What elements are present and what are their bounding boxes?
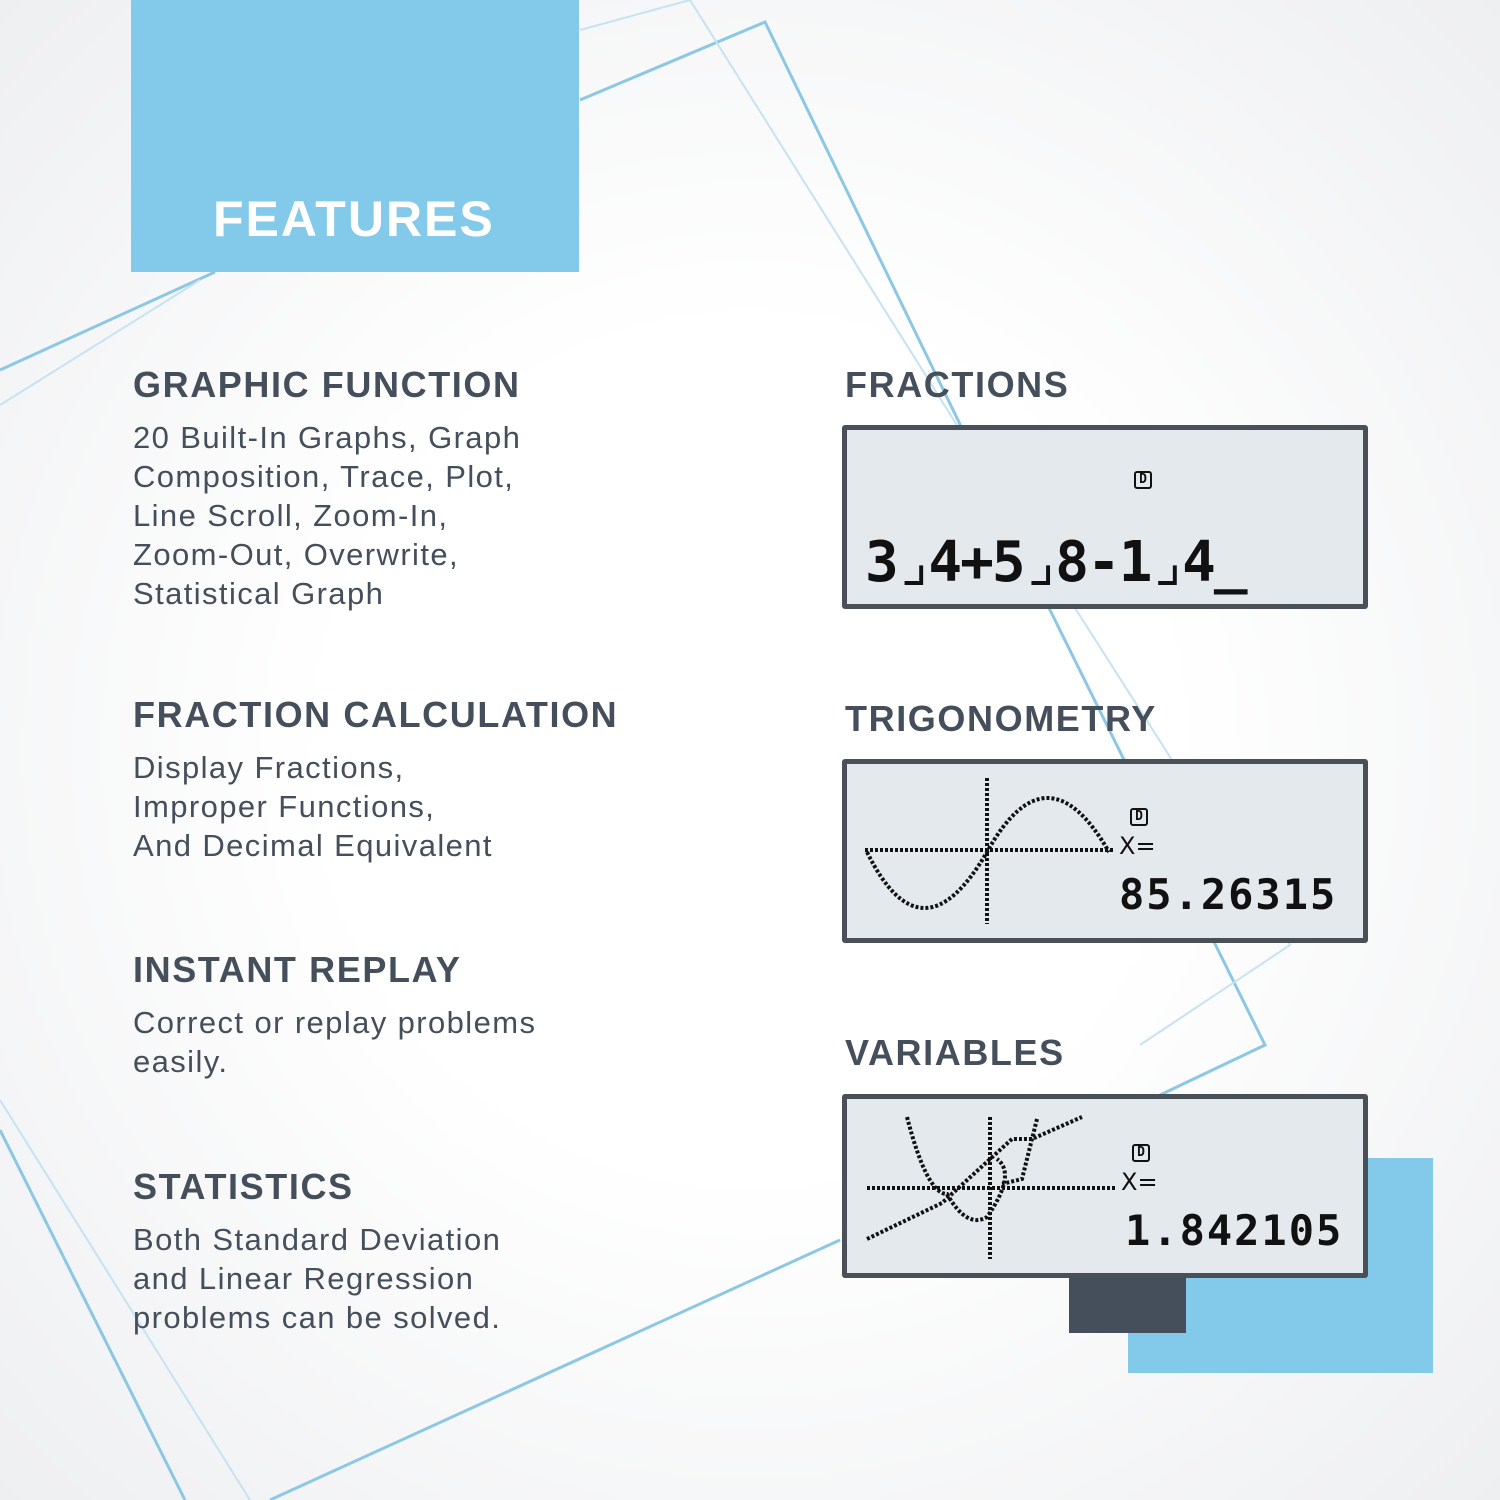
fractions-title: FRACTIONS [845, 364, 1070, 405]
feature-title: INSTANT REPLAY [133, 949, 462, 990]
feature-title: FRACTION CALCULATION [133, 694, 619, 735]
degree-indicator: D [1134, 471, 1152, 489]
feature-title: STATISTICS [133, 1166, 354, 1207]
feature-instant-replay [133, 949, 536, 1081]
feature-text: 20 Built-In Graphs, Graph Composition, Trace, Plot, Line Scroll, Zoom-In, Zoom-Out, Overwrite, Statistical Graph [133, 420, 522, 611]
feature-fraction-calculation [133, 694, 618, 865]
feature-graphic-function [133, 364, 521, 613]
variables-title: VARIABLES [845, 1032, 1065, 1073]
decorative-dark-square [1069, 1270, 1186, 1333]
degree-indicator: D [1130, 808, 1148, 826]
trigonometry-display [842, 759, 1368, 943]
x-label: X= [1119, 832, 1156, 860]
x-value: 1.842105 [1125, 1206, 1344, 1255]
fractions-display [842, 425, 1368, 609]
feature-title: GRAPHIC FUNCTION [133, 364, 521, 405]
x-label: X= [1121, 1168, 1158, 1196]
x-value: 85.26315 [1119, 870, 1338, 919]
feature-text: Correct or replay problems easily. [133, 1005, 537, 1079]
banner-title: FEATURES [213, 191, 495, 247]
feature-statistics [133, 1166, 501, 1337]
fraction-expression: 3⌟4+5⌟8-1⌟4_ [865, 530, 1246, 595]
features-banner [131, 0, 579, 272]
feature-text: Both Standard Deviation and Linear Regression problems can be solved. [133, 1222, 502, 1335]
degree-indicator: D [1132, 1144, 1150, 1162]
feature-text: Display Fractions, Improper Functions, And Decimal Equivalent [133, 750, 493, 863]
variables-display [842, 1094, 1368, 1278]
trigonometry-title: TRIGONOMETRY [845, 698, 1157, 739]
